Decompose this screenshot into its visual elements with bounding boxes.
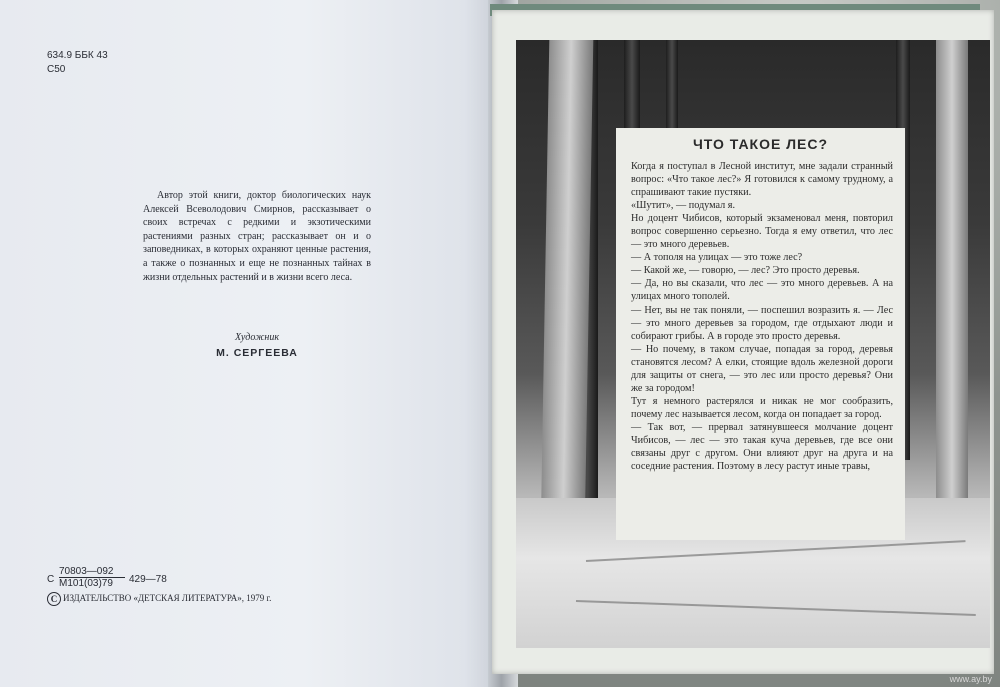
story-paragraph: — Но почему, в таком случае, попадая за город, деревья становятся лесом? А елки, стоящие вдоль железной дороги для защиты от снега, — это лес или просто деревья? Они же за городом! bbox=[631, 343, 893, 394]
book-annotation: Автор этой книги, доктор биологических наук Алексей Всеволодович Смирнов, рассказывает о своих встречах с редкими и экзотическими растениями разных стран; рассказывает он и о заповедниках, в которых охраняют ценные растения, а также о познанных и еще не познанных тайнах в жизни отдельных растений и в жизни всего леса. bbox=[143, 190, 371, 283]
artist-name: М. СЕРГЕЕВА bbox=[216, 347, 298, 359]
story-body bbox=[631, 160, 893, 473]
publisher-text: ИЗДАТЕЛЬСТВО «ДЕТСКАЯ ЛИТЕРАТУРА», 1979 г. bbox=[63, 593, 272, 604]
code-fraction bbox=[59, 566, 125, 589]
story-paragraph: «Шутит», — подумал я. bbox=[631, 200, 735, 212]
bbk-line: 634.9 ББК 43 bbox=[47, 50, 108, 61]
story-paragraph: Но доцент Чибисов, который экзаменовал меня, повторил вопрос совершенно серьезно. Тогда я ему ответил, что лес — это много деревьев. bbox=[631, 213, 893, 251]
story-paragraph: — Какой же, — говорю, — лес? Это просто деревья. bbox=[631, 265, 860, 277]
story-paragraph: Тут я немного растерялся и никак не мог сообразить, почему лес называется лесом, когда он попадает за город. bbox=[631, 395, 893, 420]
code-numerator: 70803—092 bbox=[59, 566, 125, 578]
story-text-box bbox=[616, 128, 905, 540]
code-denominator: М101(03)79 bbox=[59, 578, 113, 589]
story-title: ЧТО ТАКОЕ ЛЕС? bbox=[692, 136, 829, 152]
code-tail: 429—78 bbox=[129, 574, 167, 585]
story-paragraph: Когда я поступал в Лесной институт, мне задали странный вопрос: «Что такое лес?» Я готовился к самому трудному, а спрашивают такие пустяки. bbox=[631, 161, 893, 199]
watermark: www.ay.by bbox=[949, 674, 992, 684]
story-paragraph: — Так вот, — прервал затянувшееся молчание доцент Чибисов, — лес — это такая куча деревьев, где все они связаны друг с другом. Они влияют друг на друга и на соседние растения. Поэтому в лесу растут иные травы, bbox=[631, 421, 893, 473]
story-paragraph: — А тополя на улицах — это тоже лес? bbox=[631, 252, 803, 264]
story-paragraph: — Да, но вы сказали, что лес — это много деревьев. А на улицах много тополей. bbox=[631, 278, 893, 303]
bbk-index bbox=[47, 49, 108, 77]
publisher-line bbox=[47, 592, 271, 606]
copyright-icon: C bbox=[47, 592, 61, 606]
story-paragraph: — Нет, вы не так поняли, — поспешил возразить я. — Лес — это много деревьев за городом, где отдыхают люди и собирают грибы. А в городе это просто деревья. bbox=[631, 304, 893, 342]
bbk-line: С50 bbox=[47, 64, 66, 75]
code-letter: С bbox=[47, 574, 55, 585]
artist-label: Художник bbox=[234, 332, 280, 343]
